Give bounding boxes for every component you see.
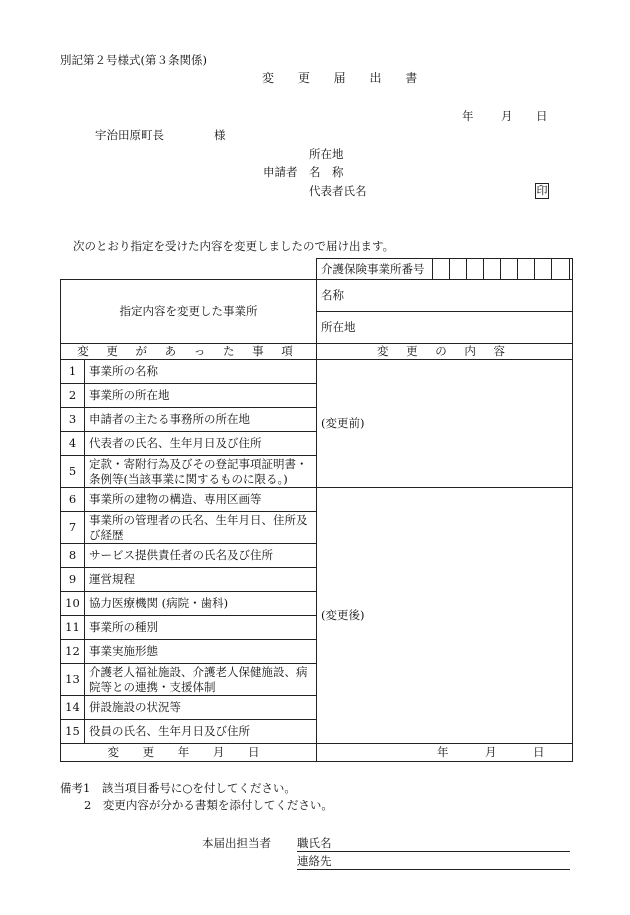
office-number-label: 介護保険事業所番号	[317, 259, 433, 280]
item-number[interactable]: 6	[61, 488, 85, 512]
change-notification-table	[60, 258, 573, 762]
note-1: 備考1 該当項目番号に○を付してください。	[60, 781, 296, 795]
note-2: 2 変更内容が分かる書類を添付してください。	[84, 798, 333, 812]
addressee-suffix: 様	[214, 128, 226, 142]
item-text: 申請者の主たる事務所の所在地	[85, 408, 317, 432]
item-text: 運営規程	[85, 568, 317, 592]
after-content-field[interactable]	[317, 488, 573, 744]
office-number-digit[interactable]	[501, 259, 518, 280]
office-number-digit[interactable]	[484, 259, 501, 280]
item-text: 協力医療機関 (病院・歯科)	[85, 592, 317, 616]
item-text: 事業所の名称	[85, 360, 317, 384]
item-number[interactable]: 12	[61, 640, 85, 664]
item-number[interactable]: 2	[61, 384, 85, 408]
contact-tel-label: 連絡先	[297, 854, 332, 868]
applicant-rep-label: 代表者氏名	[309, 184, 367, 198]
date-day: 日	[536, 109, 548, 123]
item-number[interactable]: 10	[61, 592, 85, 616]
addressee: 宇治田原町長	[95, 128, 164, 142]
item-number[interactable]: 11	[61, 616, 85, 640]
item-text: 事業実施形態	[85, 640, 317, 664]
item-number[interactable]: 9	[61, 568, 85, 592]
contact-name-line[interactable]	[297, 851, 570, 852]
applicant-label: 申請者	[263, 165, 298, 179]
contact-name-label: 職氏名	[297, 836, 332, 850]
item-text: 併設施設の状況等	[85, 696, 317, 720]
contact-tel-line[interactable]	[297, 869, 570, 870]
applicant-address-label: 所在地	[309, 147, 344, 161]
change-date-label: 変 更 年 月 日	[61, 744, 317, 762]
change-date-day: 日	[533, 745, 545, 759]
contact-label: 本届出担当者	[202, 836, 271, 850]
item-text: 役員の氏名、生年月日及び住所	[85, 720, 317, 744]
office-number-digit[interactable]	[450, 259, 467, 280]
office-number-digit[interactable]	[518, 259, 535, 280]
item-text: 事業所の建物の構造、専用区画等	[85, 488, 317, 512]
item-text: 事業所の管理者の氏名、生年月日、住所及び経歴	[85, 512, 317, 544]
applicant-name-label: 名 称	[309, 165, 344, 179]
office-number-digit[interactable]	[570, 259, 573, 280]
item-number[interactable]: 3	[61, 408, 85, 432]
office-number-digit[interactable]	[433, 259, 450, 280]
change-date-year: 年	[437, 745, 449, 759]
content-header: 変 更 の 内 容	[317, 344, 573, 360]
office-label: 指定内容を変更した事業所	[61, 280, 317, 344]
item-number[interactable]: 13	[61, 664, 85, 696]
items-header: 変 更 が あ っ た 事 項	[61, 344, 317, 360]
item-number[interactable]: 8	[61, 544, 85, 568]
office-number-digit[interactable]	[535, 259, 552, 280]
change-date-month: 月	[485, 745, 497, 759]
item-text: 代表者の氏名、生年月日及び住所	[85, 432, 317, 456]
item-text: サービス提供責任者の氏名及び住所	[85, 544, 317, 568]
after-label: (変更後)	[321, 608, 365, 623]
item-number[interactable]: 4	[61, 432, 85, 456]
office-number-digit[interactable]	[467, 259, 484, 280]
office-address-label: 所在地	[321, 320, 356, 335]
form-id: 別記第２号様式(第３条関係)	[60, 53, 207, 67]
item-text: 事業所の所在地	[85, 384, 317, 408]
office-name-field[interactable]	[317, 280, 573, 312]
intro-text: 次のとおり指定を受けた内容を変更しましたので届け出ます。	[73, 239, 395, 253]
office-address-field[interactable]	[317, 312, 573, 344]
item-text: 定款・寄附行為及びその登記事項証明書・条例等(当該事業に関するものに限る。)	[85, 456, 317, 488]
item-number[interactable]: 15	[61, 720, 85, 744]
change-date-field[interactable]	[317, 744, 573, 762]
item-number[interactable]: 1	[61, 360, 85, 384]
date-month: 月	[501, 109, 513, 123]
item-number[interactable]: 14	[61, 696, 85, 720]
item-number[interactable]: 5	[61, 456, 85, 488]
item-number[interactable]: 7	[61, 512, 85, 544]
item-text: 事業所の種別	[85, 616, 317, 640]
item-text: 介護老人福祉施設、介護老人保健施設、病院等との連携・支援体制	[85, 664, 317, 696]
before-label: (変更前)	[321, 416, 365, 431]
office-name-label: 名称	[321, 288, 344, 303]
seal-mark: 印	[536, 184, 548, 197]
page-title: 変 更 届 出 書	[262, 71, 428, 85]
date-year: 年	[462, 109, 474, 123]
before-content-field[interactable]	[317, 360, 573, 488]
office-number-digit[interactable]	[552, 259, 570, 280]
